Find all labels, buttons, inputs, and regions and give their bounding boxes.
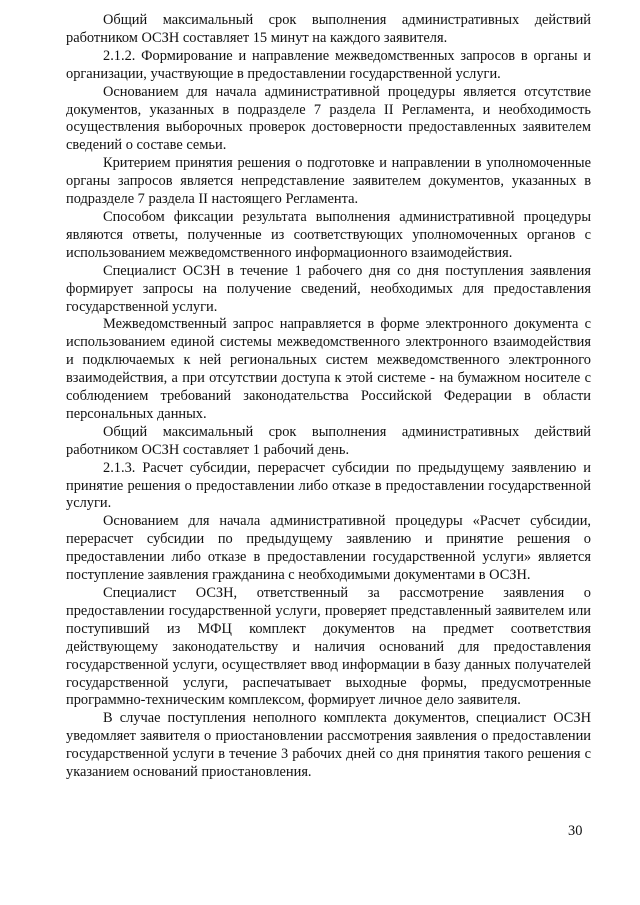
page-number: 30 [568, 823, 583, 839]
paragraph-5: Способом фиксации результата выполнения административной процедуры являются ответы, полученные из соответствующих уполномоченных органов с использованием межведомственного информационного взаимодействия. [66, 208, 591, 261]
paragraph-1: Общий максимальный срок выполнения административных действий работником ОСЗН составляет 15 минут на каждого заявителя. [66, 12, 591, 46]
paragraph-3: Основанием для начала административной процедуры является отсутствие документов, указанных в подразделе 7 раздела II Регламента, и необходимость осуществления выборочных проверок достоверности предоставленных заявителем сведений о составе семьи. [66, 83, 591, 154]
paragraph-4: Критерием принятия решения о подготовке и направлении в уполномоченные органы запросов является непредставление заявителем документов, указанных в подразделе 7 раздела II настоящего Регламента. [66, 155, 591, 208]
paragraph-9: 2.1.3. Расчет субсидии, перерасчет субсидии по предыдущему заявлению и принятие решения о предоставлении либо отказе в предоставлении государственной услуги. [66, 459, 591, 512]
paragraph-11: Специалист ОСЗН, ответственный за рассмотрение заявления о предоставлении государственной услуги, проверяет представленный заявителем или поступивший из МФЦ комплект документов на предмет соответствия действующему законодательству и наличия оснований для предоставления государственной услуги, осуществляет ввод информации в базу данных получателей государственной услуги, распечатывает выходные формы, предусмотренные программно-техническим комплексом, формирует личное дело заявителя. [66, 585, 591, 709]
paragraph-7: Межведомственный запрос направляется в форме электронного документа с использованием единой системы межведомственного электронного взаимодействия и подключаемых к ней региональных систем межведомственного электронного взаимодействия, а при отсутствии доступа к этой системе - на бумажном носителе с соблюдением требований законодательства Российской Федерации в области персональных данных. [66, 316, 591, 422]
paragraph-12: В случае поступления неполного комплекта документов, специалист ОСЗН уведомляет заявителя о приостановлении рассмотрения заявления о предоставлении государственной услуги в течение 3 рабочих дней со дня принятия такого решения с указанием оснований приостановления. [66, 710, 591, 781]
paragraph-2: 2.1.2. Формирование и направление межведомственных запросов в органы и организации, участвующие в предоставлении государственной услуги. [66, 47, 591, 82]
document-body [66, 12, 591, 782]
paragraph-8: Общий максимальный срок выполнения административных действий работником ОСЗН составляет 1 рабочий день. [66, 423, 591, 458]
paragraph-6: Специалист ОСЗН в течение 1 рабочего дня со дня поступления заявления формирует запросы на получение сведений, необходимых для предоставления государственной услуги. [66, 262, 591, 315]
paragraph-10: Основанием для начала административной процедуры «Расчет субсидии, перерасчет субсидии по предыдущему заявлению и принятие решения о предоставлении либо отказе в предоставлении государственной услуги» является поступление заявления гражданина с необходимыми документами в ОСЗН. [66, 513, 591, 584]
